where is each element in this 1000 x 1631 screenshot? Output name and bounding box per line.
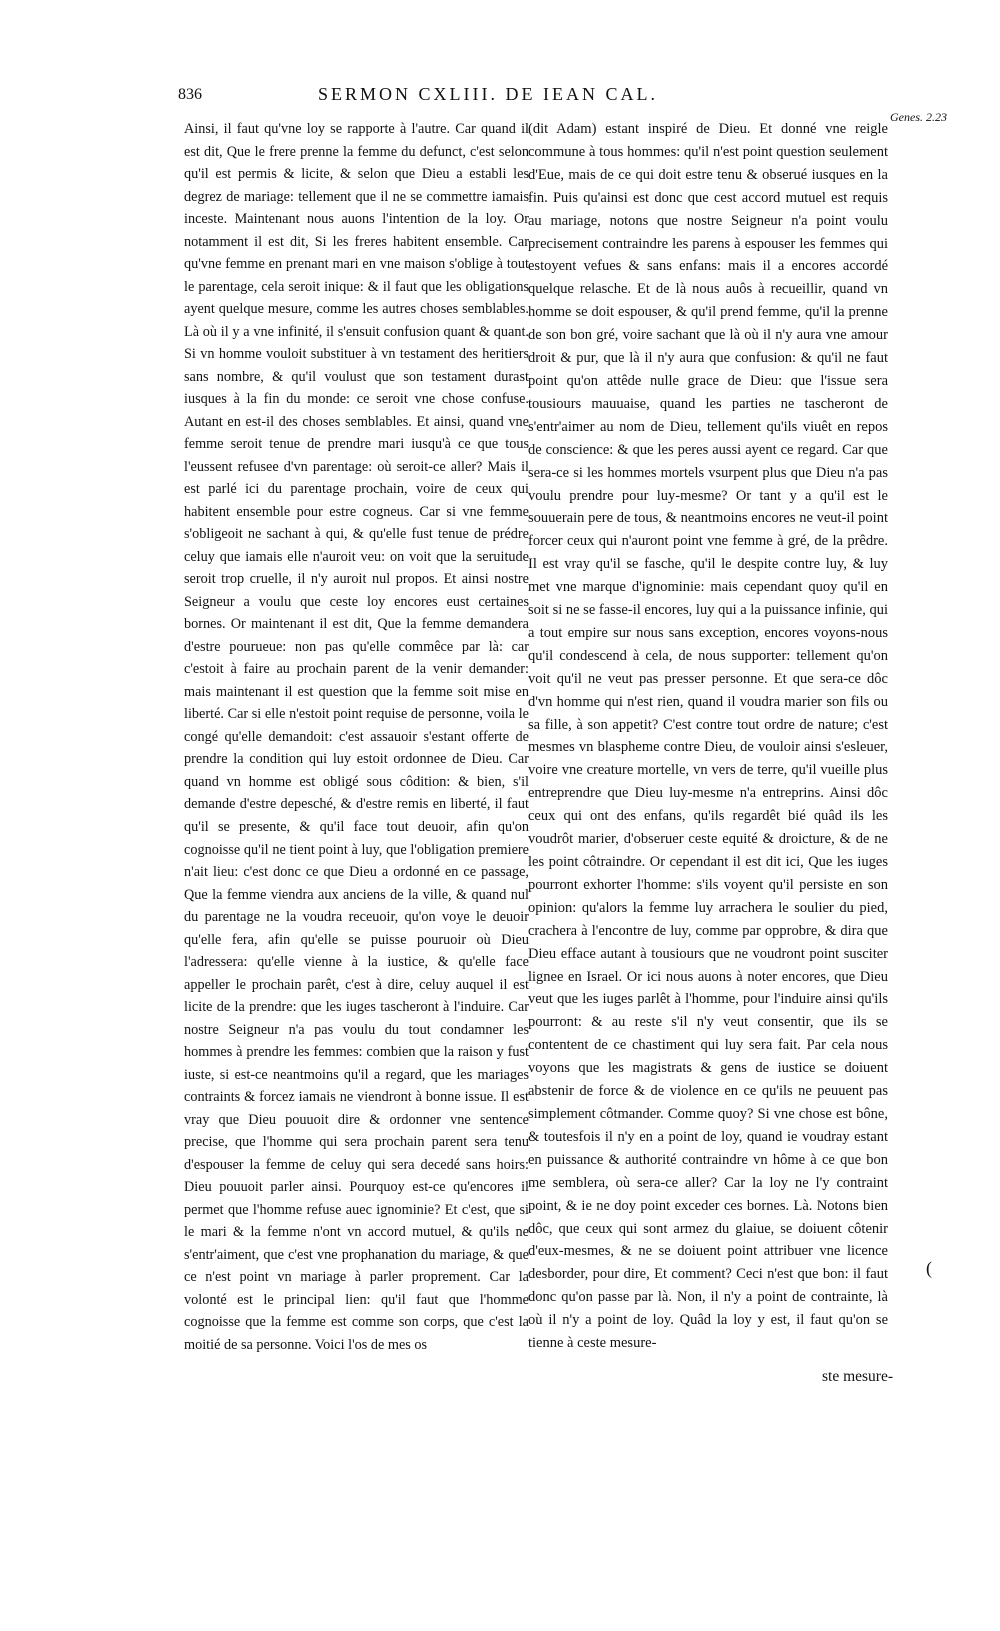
right-column-text: (dit Adam) estant inspiré de Dieu. Et donné vne reigle commune à tous hommes: qu'il n'est point question seulement d'Eue, mais de ce qui doit estre tenu & obserué iusques en la fin. Puis qu'ainsi est donc que cest accord mutuel est requis au mariage, notons que nostre Seigneur n'a point voulu precisement contraindre les parens à espouser les femmes qui estoyent vefues & sans enfans: mais il a encores accordé quelque relasche. Et de là nous auôs à recueillir, quand vn homme se doit espouser, & qu'il prend femme, qu'il la prenne de son bon gré, voire sachant que là où il n'y aura vne amour droit & pur, que là il n'y aura que confusion: & qu'il ne faut point qu'on attêde nulle grace de Dieu: que l'issue sera tousiours mauuaise, quand les parties ne tascheront de s'entr'aimer au nom de Dieu, tellement qu'ils viuêt en repos de conscience: & que les peres aussi ayent ce regard. Car que sera-ce si les hommes mortels vsurpent plus que Dieu n'a pas voulu prendre pour luy-mesme? Or tant y a qu'il est le souuerain pere de tous, & neantmoins encores ne veut-il point forcer ceux qui n'auront point vne femme à gré, de la prêdre. Il est vray qu'il se fasche, qu'il le despite contre luy, & luy met vne marque d'ignominie: mais cependant quoy qu'il en soit si ne se fasse-il encores, luy qui a la puissance infinie, qui a tout empire sur nous sans exception, encores voyons-nous qu'il condescend à cela, de nous supporter: tellement qu'on voit qu'il ne veut pas presser personne. Et que sera-ce dôc d'vn homme qui n'est rien, quand il voudra marier son fils ou sa fille, à son appetit? C'est contre tout ordre de nature; c'est mesmes vn blaspheme contre Dieu, de vouloir ainsi s'esleuer, voire vne creature mortelle, vn vers de terre, qu'il vueille plus entreprendre que Dieu luy-mesme n'a entreprins. Ainsi dôc ceux qui ont des enfans, qu'ils regardêt bié quâd ils les voudrôt marier, d'obseruer ceste equité & droicture, & de ne les point côtraindre. Or cependant il est dit ici, Que les iuges pourront exhorter l'homme: s'ils voyent qu'il persiste en son opinion: qu'alors la femme luy arrachera le soulier du pied, crachera à l'encontre de luy, comme par opprobre, & dira que Dieu efface autant à tousiours que ne voudront point susciter lignee en Israel. Or ici nous auons à noter encores, que Dieu veut que les iuges parlêt à l'homme, pour l'induire ainsi qu'ils pourront: & au reste s'il n'y veut consentir, que ils se contentent de ce chastiment qui luy sera fait. Par cela nous voyons que les magistrats & gens de iustice se doiuent abstenir de force & de violence en ce qu'ils ne peuuent pas simplement côtmander. Comme quoy? Si vne chose est bône, & toutesfois il n'y en a point de loy, quand ie voudray estant en puissance & authorité contraindre vn hôme à ce que bon me semblera, où sera-ce aller? Car la loy ne l'y contraint point, & ie ne doy point exceder ces bornes. Là. Notons bien dôc, que ceux qui sont armez du glaiue, se doiuent côtenir d'eux-mesmes, & ne se doiuent point attribuer vne licence desborder, pour dire, Et comment? Ceci n'est que bon: il faut donc qu'on passe par là. Non, il n'y a point de contrainte, là où il n'y a point de loy. Quâd la loy y est, il faut qu'on se tienne à ceste mesure- [528,121,888,1352]
running-title: SERMON CXLIII. DE IEAN CAL. [318,84,658,104]
catchword: ste mesure- [822,1368,894,1385]
running-header [178,84,938,110]
page-number: 836 [178,86,202,103]
margin-bracket-mark: ( [926,1258,932,1278]
margin-note-genesis: Genes. 2.23 [890,110,947,124]
left-column [184,118,529,1356]
right-column [528,118,888,1355]
left-column-text: Ainsi, il faut qu'vne loy se rapporte à l'autre. Car quand il est dit, Que le frere prenne la femme du defunct, c'est selon qu'il est permis & licite, & selon que Dieu a establi les degrez de mariage: tellement que il ne se commettre iamais inceste. Maintenant nous auons l'intention de la loy. Or notamment il est dit, Si les freres habitent ensemble. Car qu'vne femme en prenant mari en vne maison s'oblige à tout le parentage, cela seroit inique: & il faut que les obligations ayent quelque mesure, comme les autres choses semblables. Là où il y a vne infinité, il s'ensuit confusion quant & quant. Si vn homme vouloit substituer à vn testament des heritiers sans nombre, & qu'il voulust que son testament durast iusques à la fin du monde: ce seroit vne chose confuse. Autant en est-il des choses semblables. Et ainsi, quand vne femme seroit tenue de prendre mari iusqu'à ce que tous l'eussent refusee d'vn parentage: où seroit-ce aller? Mais il est parlé ici du parentage prochain, voire de ceux qui habitent ensemble pour estre cogneus. Car si vne femme s'obligeoit ne sachant à qui, & qu'elle fust tenue de prédre celuy que iamais elle n'auroit veu: on voit que la seruitude seroit trop cruelle, il n'y auroit nul propos. Et ainsi nostre Seigneur a voulu que ceste loy encores eust certaines bornes. Or maintenant il est dit, Que la femme demandera d'estre pourueue: non pas qu'elle commêce par là: car c'estoit à faire au prochain parent de la venir demander: mais maintenant il est question que la femme soit mise en liberté. Car si elle n'estoit point requise de personne, voila le congé qu'elle demandoit: c'est assauoir s'estant offerte de prendre la condition qui luy estoit ordonnee de Dieu. Car quand vn homme est obligé sous côdition: & bien, s'il demande d'estre depesché, & d'estre remis en liberté, il faut qu'il se presente, & qu'il face tout deuoir, afin qu'on cognoisse qu'il ne tient point à luy, que l'obligation premiere n'ait lieu: c'est donc ce que Dieu a ordonné en ce passage, Que la femme viendra aux anciens de la ville, & quand nul du parentage ne la voudra receuoir, qu'on voye le deuoir qu'elle fera, afin qu'elle se puisse pouruoir où Dieu l'adressera: qu'elle vienne à la iustice, & qu'elle face appeller le prochain parêt, c'est à dire, celuy auquel il est licite de la prendre: que les iuges tascheront à l'induire. Car nostre Seigneur n'a pas voulu du tout condamner les hommes à prendre les femmes: combien que la raison y fust iuste, si est-ce neantmoins qu'il a regard, que les mariages contraints & forcez iamais ne viendront à bonne issue. Il est vray que Dieu pouuoit dire & ordonner vne sentence precise, que l'homme qui sera prochain parent sera tenu d'espouser la femme de celuy qui sera decedé sans hoirs: Dieu pouuoit parler ainsi. Pourquoy est-ce qu'encores il permet que l'homme refuse auec ignominie? Et c'est, que si le mari & la femme n'ont vn accord mutuel, & qu'ils ne s'entr'aiment, que c'est vne prophanation du mariage, & que ce n'est point vn mariage à parler proprement. Car la volonté est le principal lien: qu'il faut que l'homme cognoisse que la femme est comme son corps, que c'est la moitié de sa personne. Voici l'os de mes os [184,121,529,1353]
